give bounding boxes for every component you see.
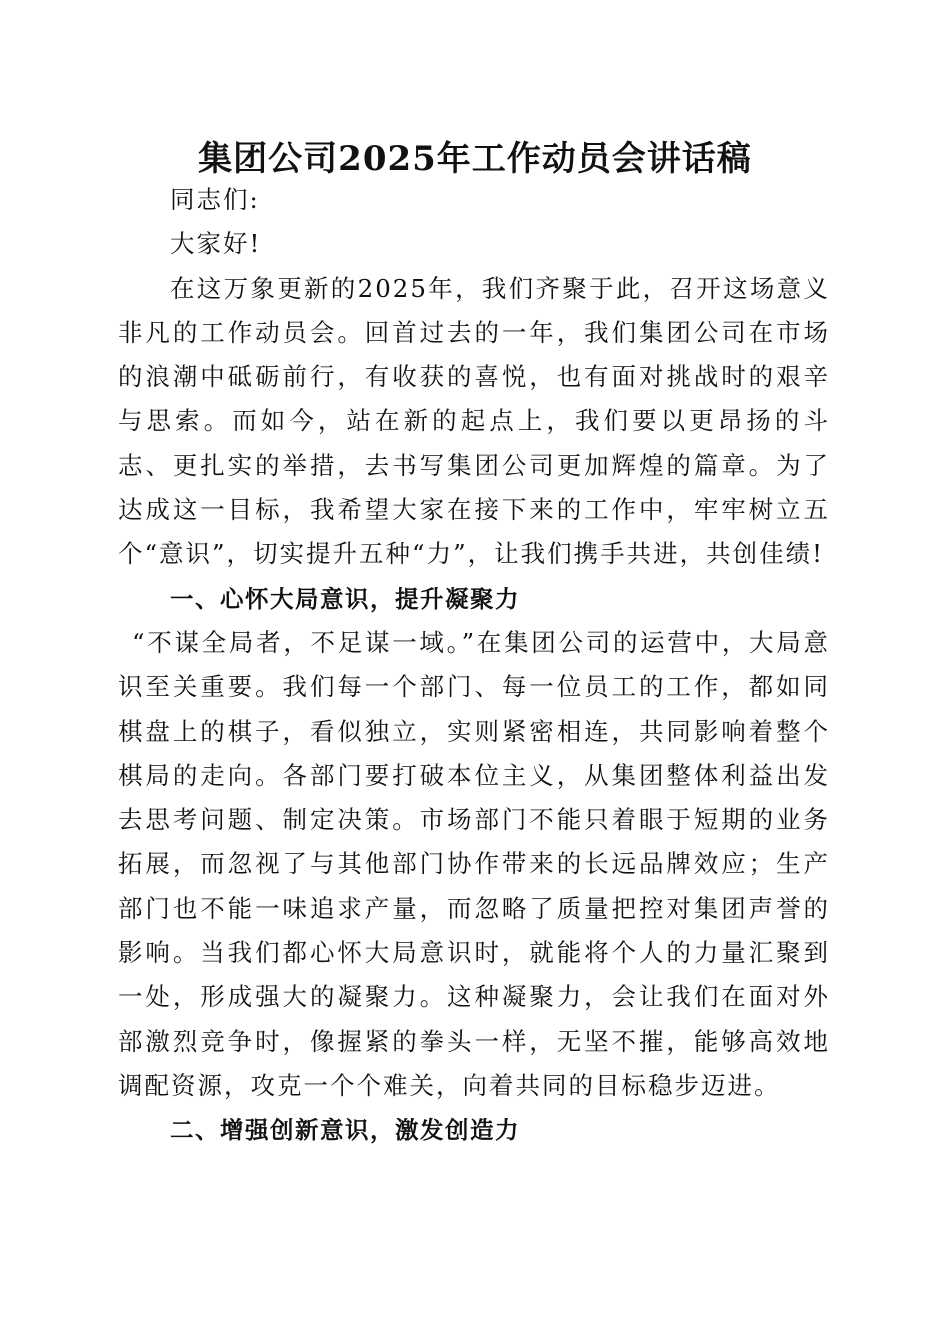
greeting: 大家好! bbox=[170, 229, 262, 259]
salutation: 同志们: bbox=[170, 185, 260, 214]
section-1-paragraph: “不谋全局者，不足谋一域。”在集团公司的运营中，大局意识至关重要。我们每一个部门、每一位员工的工作，都如同棋盘上的棋子，看似独立，实则紧密相连，共同影响着整个棋局的走向。各部门要打破本位主义，从集团整体利益出发去思考问题、制定决策。市场部门不能只着眼于短期的业务拓展，而忽视了与其他部门协作带来的长远品牌效应；生产部门也不能一味追求产量，而忽略了质量把控对集团声誉的影响。当我们都心怀大局意识时，就能将个人的力量汇聚到一处，形成强大的凝聚力。这种凝聚力，会让我们在面对外部激烈竞争时，像握紧的拳头一样，无坚不摧，能够高效地调配资源，攻克一个个难关，向着共同的目标稳步迈进。 bbox=[118, 627, 830, 1100]
page-title: 集团公司2025年工作动员会讲话稿 bbox=[198, 139, 752, 179]
section-heading-2: 二、增强创新意识，激发创造力 bbox=[170, 1116, 520, 1145]
document-body bbox=[118, 178, 830, 1153]
section-heading-1: 一、心怀大局意识，提升凝聚力 bbox=[170, 584, 520, 613]
intro-paragraph: 在这万象更新的2025年，我们齐聚于此，召开这场意义非凡的工作动员会。回首过去的一年，我们集团公司在市场的浪潮中砥砺前行，有收获的喜悦，也有面对挑战时的艰辛与思索。而如今，站在新的起点上，我们要以更昂扬的斗志、更扎实的举措，去书写集团公司更加辉煌的篇章。为了达成这一目标，我希望大家在接下来的工作中，牢牢树立五个“意识”，切实提升五种“力”，让我们携手共进，共创佳绩! bbox=[118, 273, 830, 569]
